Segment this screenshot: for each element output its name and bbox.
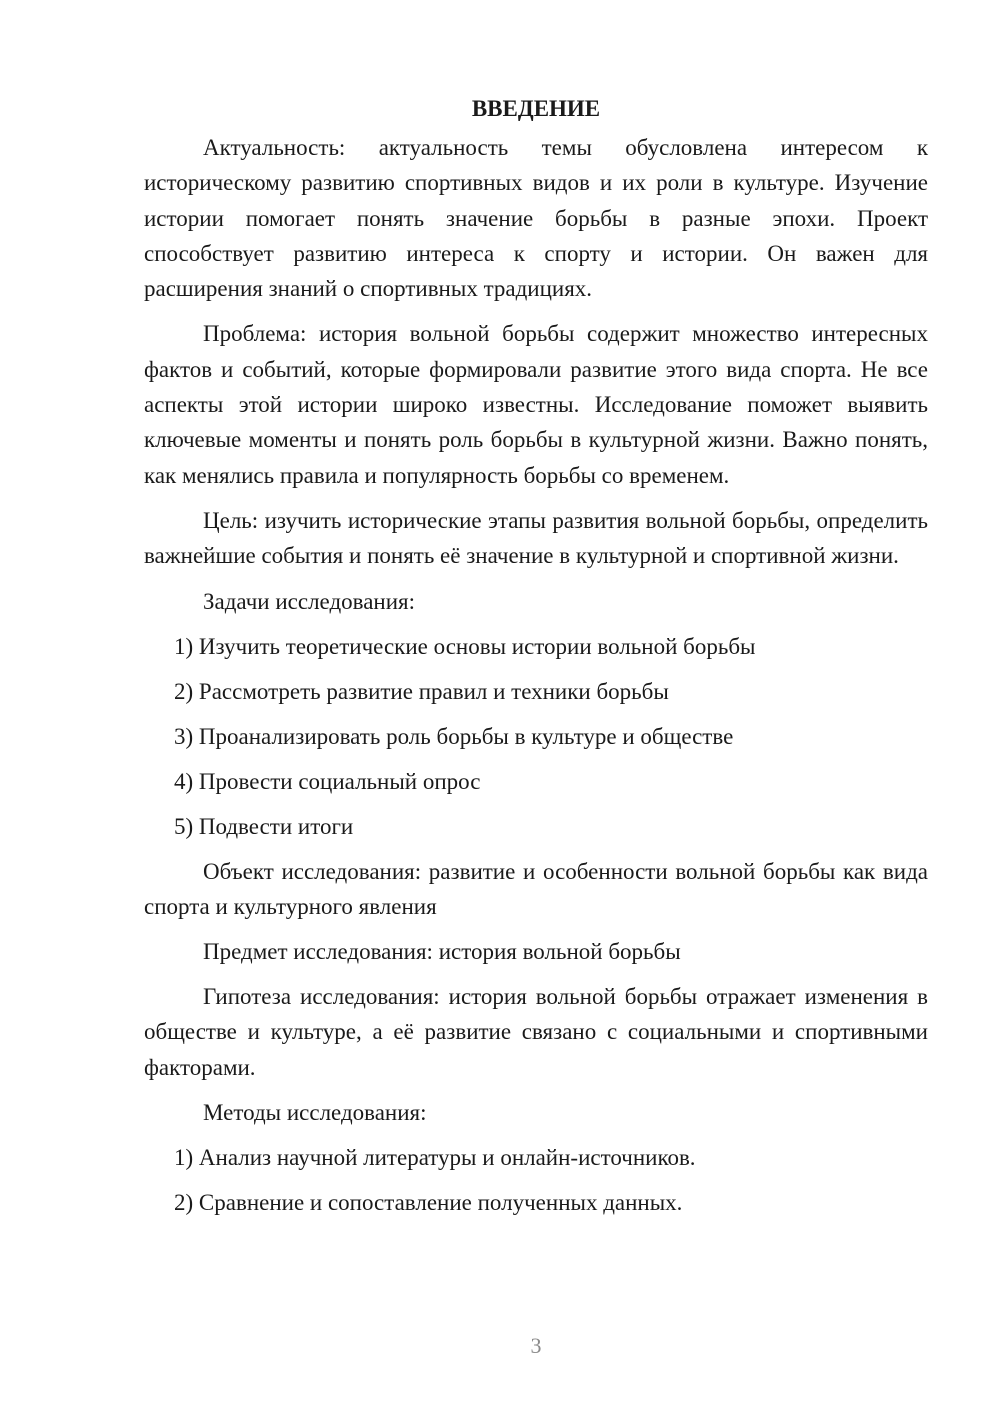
- problem-paragraph: Проблема: история вольной борьбы содержит множество интересных фактов и событий, которые формировали развитие этого вида спорта. Не все аспекты этой истории широко известны. Исследование поможет выявить ключевые моменты и понять роль борьбы в культурной жизни. Важно понять, как менялись правила и популярность борьбы со временем.: [144, 321, 928, 488]
- goal-paragraph: Цель: изучить исторические этапы развития вольной борьбы, определить важнейшие события и понять её значение в культурной и спортивной жизни.: [144, 507, 928, 569]
- methods-heading: Методы исследования:: [203, 1100, 427, 1126]
- tasks-heading: Задачи исследования:: [203, 588, 416, 614]
- list-item: 3) Проанализировать роль борьбы в культуре и обществе: [174, 723, 734, 749]
- document-page: [144, 94, 928, 1230]
- list-item: 2) Рассмотреть развитие правил и техники борьбы: [174, 678, 669, 704]
- object-paragraph: Объект исследования: развитие и особенности вольной борьбы как вида спорта и культурного явления: [144, 858, 928, 919]
- list-item: 2) Сравнение и сопоставление полученных данных.: [174, 1190, 683, 1216]
- list-item: 5) Подвести итоги: [174, 813, 354, 839]
- hypothesis-paragraph: Гипотеза исследования: история вольной борьбы отражает изменения в обществе и культуре, а её развитие связано с социальными и спортивными факторами.: [144, 984, 928, 1080]
- list-item: 1) Изучить теоретические основы истории вольной борьбы: [174, 633, 756, 659]
- subject-paragraph: Предмет исследования: история вольной борьбы: [203, 939, 681, 965]
- page-number: 3: [530, 1333, 542, 1358]
- page-title: ВВЕДЕНИЕ: [471, 96, 601, 121]
- relevance-paragraph: Актуальность: актуальность темы обусловлена интересом к историческому развитию спортивных видов и их роли в культуре. Изучение истории помогает понять значение борьбы в разные эпохи. Проект способствует развитию интереса к спорту и истории. Он важен для расширения знаний о спортивных традициях.: [144, 135, 928, 302]
- list-item: 4) Провести социальный опрос: [174, 768, 481, 794]
- list-item: 1) Анализ научной литературы и онлайн-источников.: [174, 1145, 696, 1171]
